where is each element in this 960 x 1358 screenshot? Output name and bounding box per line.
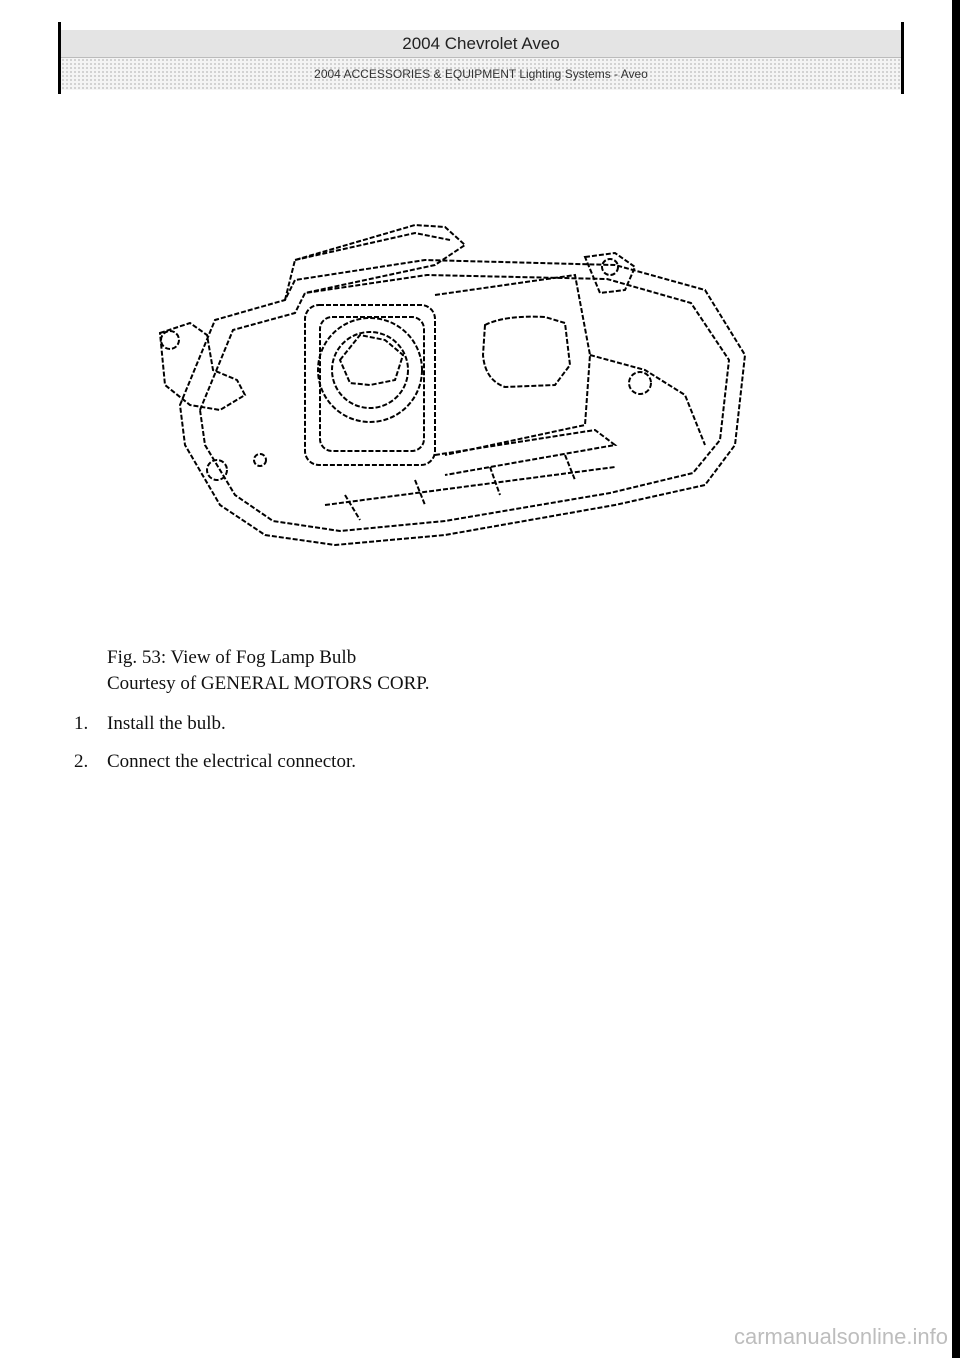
list-item <box>74 705 356 743</box>
figure-caption-title: Fig. 53: View of Fog Lamp Bulb <box>107 647 357 668</box>
procedure-steps <box>74 705 356 781</box>
page-header <box>58 22 904 94</box>
header-title: 2004 Chevrolet Aveo <box>61 30 901 58</box>
header-subtitle: 2004 ACCESSORIES & EQUIPMENT Lighting Systems - Aveo <box>61 58 901 90</box>
figure-caption-courtesy: Courtesy of GENERAL MOTORS CORP. <box>107 673 430 694</box>
list-item <box>74 743 356 781</box>
fog-lamp-bulb-illustration <box>145 205 755 565</box>
watermark-text: carmanualsonline.info <box>733 1324 948 1349</box>
step-text: Install the bulb. <box>107 713 226 734</box>
step-number: 1. <box>74 713 89 734</box>
step-number: 2. <box>74 751 89 772</box>
fog-lamp-drawing <box>145 205 755 565</box>
step-text: Connect the electrical connector. <box>107 751 356 772</box>
page-edge-bar <box>952 0 960 1358</box>
figure-caption <box>107 645 430 697</box>
